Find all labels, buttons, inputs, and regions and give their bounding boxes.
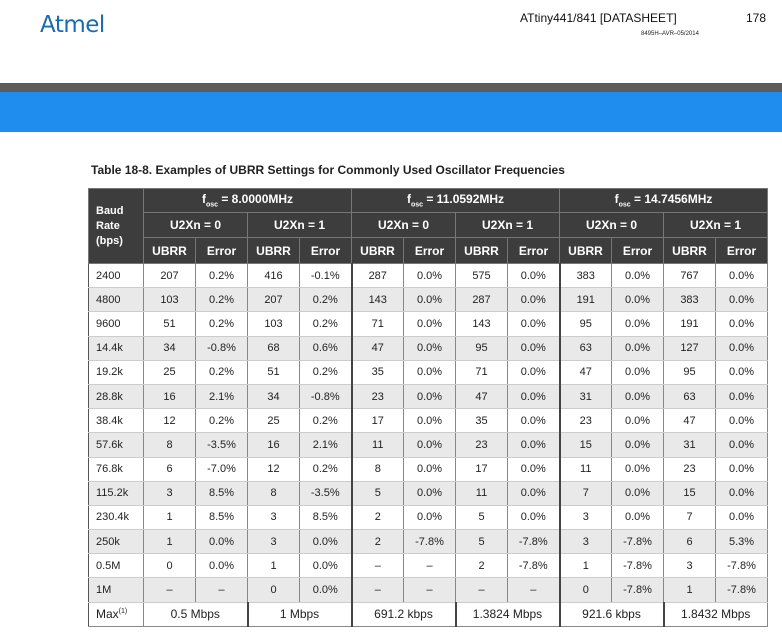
- ubrr-value-cell: 287: [456, 288, 508, 312]
- max-value-cell: 0.5 Mbps: [144, 602, 248, 626]
- error-value-cell: 0.0%: [508, 384, 560, 408]
- error-value-cell: 0.0%: [612, 481, 664, 505]
- error-value-cell: 0.0%: [508, 481, 560, 505]
- error-value-cell: 0.0%: [300, 578, 352, 602]
- error-value-cell: 0.6%: [300, 336, 352, 360]
- error-value-cell: 0.0%: [508, 457, 560, 481]
- baud-rate-cell: 2400: [89, 264, 144, 288]
- error-value-cell: -0.1%: [300, 264, 352, 288]
- table-row: [89, 578, 768, 602]
- table-row: [89, 554, 768, 578]
- error-value-cell: 0.0%: [612, 288, 664, 312]
- error-value-cell: 0.0%: [404, 505, 456, 529]
- table-row: [89, 530, 768, 554]
- error-value-cell: 0.0%: [404, 360, 456, 384]
- column-header: Error: [612, 238, 664, 264]
- error-value-cell: 0.0%: [612, 336, 664, 360]
- error-value-cell: 0.0%: [300, 530, 352, 554]
- error-value-cell: -7.8%: [404, 530, 456, 554]
- ubrr-value-cell: 6: [144, 457, 196, 481]
- error-value-cell: 0.0%: [508, 360, 560, 384]
- column-header: Error: [196, 238, 248, 264]
- ubrr-value-cell: 31: [560, 384, 612, 408]
- error-value-cell: 0.2%: [300, 457, 352, 481]
- ubrr-value-cell: 767: [664, 264, 716, 288]
- error-value-cell: -7.8%: [612, 530, 664, 554]
- ubrr-value-cell: 23: [456, 433, 508, 457]
- ubrr-value-cell: 127: [664, 336, 716, 360]
- error-value-cell: 0.0%: [716, 505, 768, 529]
- error-value-cell: 0.0%: [508, 409, 560, 433]
- document-code: 8495H–AVR–05/2014: [641, 31, 699, 37]
- ubrr-value-cell: 1: [248, 554, 300, 578]
- ubrr-value-cell: 47: [560, 360, 612, 384]
- ubrr-value-cell: 207: [248, 288, 300, 312]
- error-value-cell: –: [196, 578, 248, 602]
- ubrr-value-cell: 6: [664, 530, 716, 554]
- ubrr-value-cell: 17: [352, 409, 404, 433]
- ubrr-value-cell: 23: [352, 384, 404, 408]
- error-value-cell: 0.2%: [300, 409, 352, 433]
- max-value-cell: 921.6 kbps: [560, 602, 664, 626]
- error-value-cell: -7.8%: [508, 530, 560, 554]
- error-value-cell: 0.0%: [716, 360, 768, 384]
- error-value-cell: 8.5%: [300, 505, 352, 529]
- error-value-cell: 0.0%: [612, 264, 664, 288]
- error-value-cell: –: [404, 578, 456, 602]
- ubrr-value-cell: 3: [248, 530, 300, 554]
- error-value-cell: 0.0%: [508, 288, 560, 312]
- ubrr-value-cell: 11: [456, 481, 508, 505]
- error-value-cell: -3.5%: [196, 433, 248, 457]
- ubrr-value-cell: 47: [352, 336, 404, 360]
- atmel-logo: Atmel: [40, 12, 105, 38]
- error-value-cell: 0.0%: [612, 457, 664, 481]
- error-value-cell: 0.0%: [716, 336, 768, 360]
- max-value-cell: 691.2 kbps: [352, 602, 456, 626]
- error-value-cell: -7.8%: [508, 554, 560, 578]
- error-value-cell: 5.3%: [716, 530, 768, 554]
- error-value-cell: –: [508, 578, 560, 602]
- error-value-cell: 8.5%: [196, 505, 248, 529]
- ubrr-value-cell: 17: [456, 457, 508, 481]
- ubrr-value-cell: 12: [144, 409, 196, 433]
- ubrr-value-cell: 31: [664, 433, 716, 457]
- ubrr-value-cell: 12: [248, 457, 300, 481]
- error-value-cell: 8.5%: [196, 481, 248, 505]
- table-row: [89, 336, 768, 360]
- ubrr-value-cell: 35: [456, 409, 508, 433]
- ubrr-value-cell: 383: [664, 288, 716, 312]
- ubrr-value-cell: –: [352, 554, 404, 578]
- ubrr-value-cell: 5: [456, 530, 508, 554]
- ubrr-value-cell: 3: [560, 505, 612, 529]
- baud-rate-cell: 57.6k: [89, 433, 144, 457]
- error-value-cell: 0.0%: [404, 481, 456, 505]
- ubrr-value-cell: 8: [352, 457, 404, 481]
- ubrr-value-cell: 68: [248, 336, 300, 360]
- column-header: Error: [300, 238, 352, 264]
- ubrr-value-cell: 47: [456, 384, 508, 408]
- ubrr-value-cell: 2: [352, 530, 404, 554]
- error-value-cell: 0.0%: [404, 457, 456, 481]
- ubrr-value-cell: 34: [144, 336, 196, 360]
- max-value-cell: 1 Mbps: [248, 602, 352, 626]
- error-value-cell: 0.0%: [404, 409, 456, 433]
- freq-header-14mhz: $f_{osc} = 14.7456MHz$: [560, 189, 768, 213]
- ubrr-value-cell: 95: [560, 312, 612, 336]
- error-value-cell: –: [404, 554, 456, 578]
- error-value-cell: -0.8%: [300, 384, 352, 408]
- error-value-cell: 0.0%: [404, 433, 456, 457]
- error-value-cell: -7.0%: [196, 457, 248, 481]
- ubrr-value-cell: 1: [560, 554, 612, 578]
- error-value-cell: 0.0%: [612, 505, 664, 529]
- ubrr-value-cell: 1: [664, 578, 716, 602]
- ubrr-value-cell: 15: [560, 433, 612, 457]
- error-value-cell: 0.0%: [196, 554, 248, 578]
- error-value-cell: 0.0%: [716, 264, 768, 288]
- header-blue-bar: [0, 92, 782, 132]
- ubrr-value-cell: 71: [352, 312, 404, 336]
- ubrr-value-cell: 11: [352, 433, 404, 457]
- error-value-cell: 0.2%: [196, 360, 248, 384]
- error-value-cell: 0.0%: [508, 336, 560, 360]
- ubrr-value-cell: 3: [664, 554, 716, 578]
- error-value-cell: 0.0%: [404, 264, 456, 288]
- baud-rate-header: Baud Rate (bps): [89, 189, 144, 264]
- ubrr-value-cell: 2: [456, 554, 508, 578]
- error-value-cell: -0.8%: [196, 336, 248, 360]
- ubrr-value-cell: 71: [456, 360, 508, 384]
- ubrr-value-cell: 7: [560, 481, 612, 505]
- ubrr-value-cell: 47: [664, 409, 716, 433]
- header-gray-bar: [0, 83, 782, 92]
- error-value-cell: 0.2%: [196, 288, 248, 312]
- mode-header: U2Xn = 1: [248, 213, 352, 238]
- error-value-cell: 0.0%: [404, 288, 456, 312]
- ubrr-value-cell: 143: [352, 288, 404, 312]
- error-value-cell: 0.0%: [716, 433, 768, 457]
- table-row: [89, 384, 768, 408]
- baud-rate-cell: 14.4k: [89, 336, 144, 360]
- error-value-cell: 0.0%: [716, 457, 768, 481]
- mode-header: U2Xn = 0: [560, 213, 664, 238]
- error-value-cell: 0.0%: [716, 481, 768, 505]
- ubrr-value-cell: 191: [664, 312, 716, 336]
- baud-rate-cell: 19.2k: [89, 360, 144, 384]
- error-value-cell: -7.8%: [716, 578, 768, 602]
- baud-rate-cell: 1M: [89, 578, 144, 602]
- ubrr-value-cell: 23: [560, 409, 612, 433]
- baud-rate-cell: 76.8k: [89, 457, 144, 481]
- ubrr-value-cell: 0: [560, 578, 612, 602]
- baud-rate-cell: 4800: [89, 288, 144, 312]
- ubrr-value-cell: 2: [352, 505, 404, 529]
- baud-rate-cell: 230.4k: [89, 505, 144, 529]
- table-row: [89, 481, 768, 505]
- column-header: Error: [508, 238, 560, 264]
- ubrr-value-cell: 25: [248, 409, 300, 433]
- ubrr-settings-table: [88, 188, 768, 627]
- ubrr-value-cell: –: [456, 578, 508, 602]
- ubrr-value-cell: 15: [664, 481, 716, 505]
- error-value-cell: 0.0%: [716, 384, 768, 408]
- ubrr-value-cell: –: [352, 578, 404, 602]
- column-header: UBRR: [456, 238, 508, 264]
- column-header: Error: [716, 238, 768, 264]
- ubrr-value-cell: 95: [456, 336, 508, 360]
- table-row: [89, 264, 768, 288]
- error-value-cell: -7.8%: [612, 554, 664, 578]
- table-row: [89, 312, 768, 336]
- ubrr-value-cell: 103: [144, 288, 196, 312]
- ubrr-value-cell: 8: [248, 481, 300, 505]
- ubrr-value-cell: 575: [456, 264, 508, 288]
- ubrr-value-cell: 383: [560, 264, 612, 288]
- max-value-cell: 1.8432 Mbps: [664, 602, 768, 626]
- table-row: [89, 457, 768, 481]
- error-value-cell: 0.0%: [196, 530, 248, 554]
- error-value-cell: 0.0%: [716, 288, 768, 312]
- ubrr-value-cell: 5: [456, 505, 508, 529]
- baud-rate-cell: 38.4k: [89, 409, 144, 433]
- error-value-cell: 0.0%: [716, 312, 768, 336]
- column-header: Error: [404, 238, 456, 264]
- mode-header: U2Xn = 0: [352, 213, 456, 238]
- ubrr-value-cell: 95: [664, 360, 716, 384]
- ubrr-value-cell: 191: [560, 288, 612, 312]
- baud-rate-cell: 9600: [89, 312, 144, 336]
- ubrr-value-cell: 16: [144, 384, 196, 408]
- table-row: [89, 505, 768, 529]
- table-row: [89, 288, 768, 312]
- freq-header-8mhz: $f_{osc} = 8.0000MHz$: [144, 189, 352, 213]
- max-rate-row: [89, 602, 768, 626]
- error-value-cell: 0.2%: [300, 288, 352, 312]
- column-header: UBRR: [664, 238, 716, 264]
- ubrr-value-cell: 3: [560, 530, 612, 554]
- mode-header: U2Xn = 0: [144, 213, 248, 238]
- ubrr-value-cell: 63: [560, 336, 612, 360]
- ubrr-value-cell: 143: [456, 312, 508, 336]
- column-header: UBRR: [144, 238, 196, 264]
- error-value-cell: 0.0%: [508, 433, 560, 457]
- ubrr-value-cell: 207: [144, 264, 196, 288]
- error-value-cell: 0.0%: [508, 505, 560, 529]
- ubrr-value-cell: 11: [560, 457, 612, 481]
- column-header: UBRR: [352, 238, 404, 264]
- error-value-cell: 0.0%: [404, 336, 456, 360]
- baud-rate-cell: 28.8k: [89, 384, 144, 408]
- freq-header-11mhz: $f_{osc} = 11.0592MHz$: [352, 189, 560, 213]
- ubrr-value-cell: 416: [248, 264, 300, 288]
- baud-rate-cell: 250k: [89, 530, 144, 554]
- error-value-cell: 0.0%: [508, 312, 560, 336]
- error-value-cell: 0.0%: [404, 384, 456, 408]
- ubrr-value-cell: 23: [664, 457, 716, 481]
- max-label-cell: Max$^{(1)}$: [89, 602, 144, 626]
- ubrr-value-cell: 8: [144, 433, 196, 457]
- ubrr-value-cell: 5: [352, 481, 404, 505]
- ubrr-value-cell: 51: [248, 360, 300, 384]
- error-value-cell: 0.0%: [612, 360, 664, 384]
- error-value-cell: 0.2%: [300, 312, 352, 336]
- ubrr-value-cell: 103: [248, 312, 300, 336]
- max-value-cell: 1.3824 Mbps: [456, 602, 560, 626]
- error-value-cell: 0.2%: [196, 409, 248, 433]
- table-row: [89, 409, 768, 433]
- table-row: [89, 433, 768, 457]
- ubrr-value-cell: 25: [144, 360, 196, 384]
- error-value-cell: 0.2%: [196, 312, 248, 336]
- error-value-cell: 2.1%: [300, 433, 352, 457]
- error-value-cell: 0.0%: [612, 312, 664, 336]
- error-value-cell: 0.0%: [300, 554, 352, 578]
- error-value-cell: -7.8%: [612, 578, 664, 602]
- ubrr-value-cell: 3: [248, 505, 300, 529]
- baud-rate-cell: 0.5M: [89, 554, 144, 578]
- error-value-cell: 0.0%: [404, 312, 456, 336]
- page-number: 178: [746, 11, 767, 25]
- ubrr-value-cell: 63: [664, 384, 716, 408]
- ubrr-value-cell: –: [144, 578, 196, 602]
- ubrr-value-cell: 1: [144, 530, 196, 554]
- error-value-cell: 0.0%: [612, 409, 664, 433]
- error-value-cell: -7.8%: [716, 554, 768, 578]
- ubrr-value-cell: 0: [144, 554, 196, 578]
- ubrr-value-cell: 0: [248, 578, 300, 602]
- error-value-cell: 0.2%: [196, 264, 248, 288]
- table-row: [89, 360, 768, 384]
- ubrr-value-cell: 287: [352, 264, 404, 288]
- ubrr-value-cell: 35: [352, 360, 404, 384]
- baud-rate-cell: 115.2k: [89, 481, 144, 505]
- ubrr-value-cell: 16: [248, 433, 300, 457]
- ubrr-value-cell: 7: [664, 505, 716, 529]
- error-value-cell: -3.5%: [300, 481, 352, 505]
- error-value-cell: 0.0%: [612, 384, 664, 408]
- error-value-cell: 0.2%: [300, 360, 352, 384]
- error-value-cell: 2.1%: [196, 384, 248, 408]
- ubrr-value-cell: 3: [144, 481, 196, 505]
- column-header: UBRR: [248, 238, 300, 264]
- ubrr-value-cell: 34: [248, 384, 300, 408]
- mode-header: U2Xn = 1: [664, 213, 768, 238]
- table-caption: Table 18-8. Examples of UBRR Settings for Commonly Used Oscillator Frequencies: [91, 163, 565, 177]
- ubrr-value-cell: 51: [144, 312, 196, 336]
- document-title: ATtiny441/841 [DATASHEET]: [520, 11, 677, 25]
- error-value-cell: 0.0%: [508, 264, 560, 288]
- ubrr-value-cell: 1: [144, 505, 196, 529]
- column-header: UBRR: [560, 238, 612, 264]
- error-value-cell: 0.0%: [612, 433, 664, 457]
- mode-header: U2Xn = 1: [456, 213, 560, 238]
- error-value-cell: 0.0%: [716, 409, 768, 433]
